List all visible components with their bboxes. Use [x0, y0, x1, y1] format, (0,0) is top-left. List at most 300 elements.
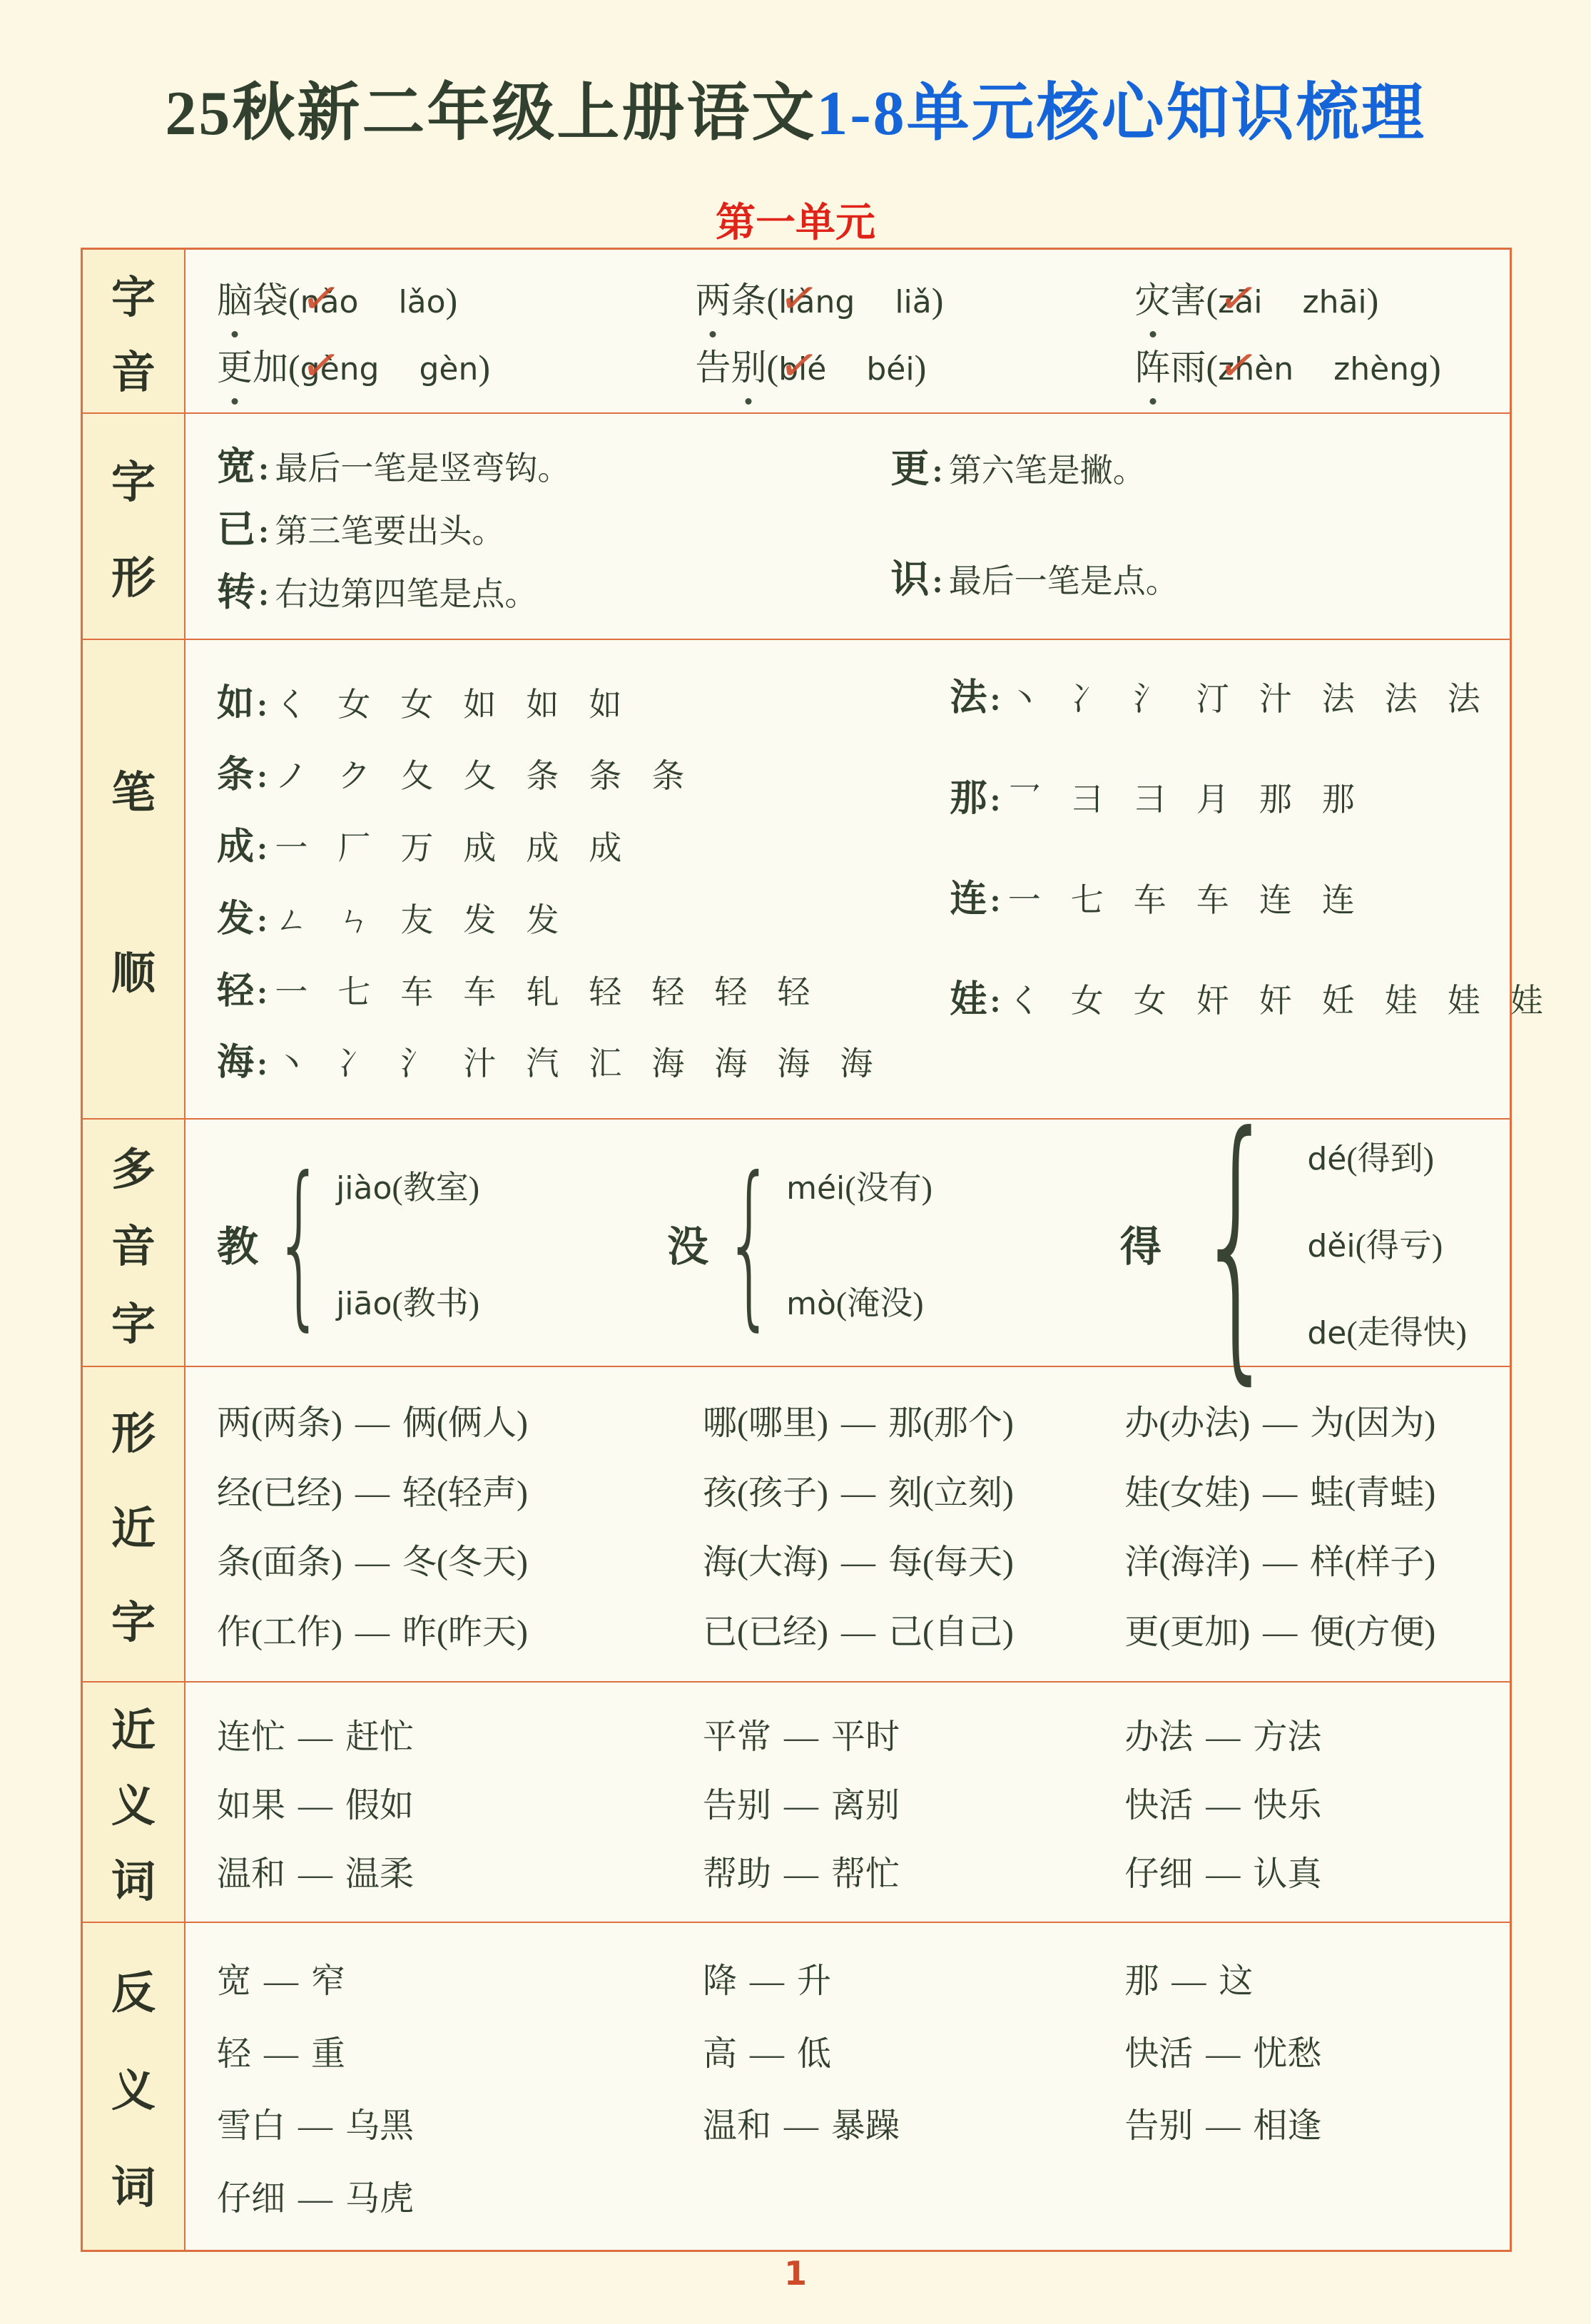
- brace-glyph: {: [273, 1138, 325, 1346]
- title-black-part: 25秋新二年级上册语文: [165, 79, 817, 148]
- label-char: 音: [111, 349, 156, 398]
- word-pair: [217, 1604, 703, 1653]
- pair-dash: —: [298, 2179, 333, 2218]
- stroke-step: 汽: [526, 1045, 559, 1082]
- pinyin-word-item: 两条(liǎng ✓ liǎ): [695, 272, 1134, 323]
- pair-dash: —: [355, 1543, 390, 1582]
- label-char: 顺: [111, 950, 156, 998]
- pair-dash: —: [1206, 1855, 1241, 1893]
- pair-row: [217, 1395, 1495, 1444]
- pair-right: 蛙(青蛙): [1310, 1473, 1436, 1512]
- pair-dash: —: [749, 2034, 784, 2073]
- pair-left: 轻: [217, 2034, 252, 2073]
- word-pair: [1124, 1777, 1495, 1827]
- pair-dash: —: [783, 2107, 818, 2146]
- pair-left: 温和: [217, 1855, 286, 1893]
- stroke-order-line: 连 : 一 七 车 车 连 连: [950, 868, 1525, 922]
- stroke-step: 发: [463, 901, 497, 938]
- hanzi-char: 别: [731, 339, 766, 390]
- stroke-step: 万: [400, 830, 434, 867]
- word-pair: [1124, 1604, 1495, 1653]
- section-content-duoyinzi: [185, 1076, 1510, 1409]
- stroke-step: 汀: [1196, 681, 1229, 717]
- pair-right: 每(每天): [888, 1543, 1014, 1582]
- pair-dash: —: [1206, 2107, 1241, 2146]
- pair-right: 样(样子): [1310, 1543, 1436, 1582]
- word-pair: [217, 1465, 703, 1514]
- brace-glyph: {: [723, 1138, 776, 1346]
- note-text: 右边第四笔是点。: [275, 576, 538, 612]
- stroke-step: 那: [1321, 781, 1355, 818]
- pair-right: 方法: [1253, 1718, 1322, 1756]
- label-char: 字: [111, 273, 156, 323]
- stroke-step: ㄣ: [337, 901, 371, 938]
- pinyin-word-item: 告别(bié ✓ béi): [695, 339, 1134, 390]
- stroke-head-char: 娃: [950, 980, 987, 1020]
- pair-dash: —: [1263, 1404, 1298, 1442]
- stroke-step: 发: [526, 901, 559, 938]
- stroke-step: 娃: [1510, 983, 1543, 1019]
- stroke-order-line: 条 : ノ ク 夂 夂 条 条 条: [217, 744, 950, 798]
- stroke-step: 女: [1133, 983, 1166, 1019]
- pinyin-option: gèn: [419, 351, 479, 388]
- stroke-step: 乛: [1007, 781, 1041, 818]
- pair-dash: —: [840, 1543, 875, 1582]
- stroke-step: 一: [275, 830, 308, 867]
- pair-dash: —: [1263, 1473, 1298, 1512]
- stroke-step: 一: [275, 973, 308, 1010]
- stroke-head-char: 条: [217, 755, 255, 796]
- pair-dash: —: [1171, 1962, 1206, 2001]
- pair-left: 办(办法): [1124, 1404, 1251, 1442]
- label-char: 近: [111, 1707, 156, 1755]
- pair-right: 赶忙: [345, 1718, 415, 1756]
- label-char: 笔: [111, 769, 156, 818]
- stroke-step: 女: [400, 686, 434, 723]
- pinyin-option: lǎo: [398, 283, 446, 320]
- stroke-order-line: 那 : 乛 彐 彐 月 那 那: [950, 768, 1525, 821]
- pair-row: [217, 1709, 1495, 1758]
- pair-left: 两(两条): [217, 1404, 342, 1442]
- stroke-order-line: 成 : 一 厂 万 成 成 成: [217, 816, 950, 870]
- pinyin-option: zāi ✓: [1218, 284, 1262, 320]
- stroke-step: 夂: [463, 758, 497, 795]
- stroke-step: 成: [526, 830, 559, 867]
- pair-left: 娃(女娃): [1124, 1473, 1251, 1512]
- pair-right: 轻(轻声): [402, 1473, 528, 1512]
- polyphone-option: mò(淹没): [786, 1284, 924, 1322]
- stroke-step: 海: [714, 1045, 748, 1082]
- pair-right: 乌黑: [345, 2107, 415, 2146]
- pair-left: 海(大海): [702, 1543, 828, 1582]
- stroke-head-char: 连: [950, 879, 987, 920]
- pair-left: 仔细: [1124, 1855, 1194, 1893]
- stroke-step: 彐: [1133, 781, 1166, 818]
- word-pair: [217, 1777, 703, 1827]
- pair-left: 温和: [702, 2107, 771, 2146]
- stroke-step: 友: [400, 901, 434, 938]
- pair-row: [217, 1604, 1495, 1653]
- word-pair: [1124, 1465, 1495, 1514]
- stroke-head-char: 如: [217, 683, 255, 724]
- polyphone-base-char: 得: [1119, 1223, 1162, 1270]
- stroke-step: ク: [337, 758, 371, 795]
- pair-row: [217, 2026, 1495, 2075]
- pair-left: 哪(哪里): [702, 1404, 828, 1442]
- pair-right: 相逢: [1253, 2107, 1322, 2146]
- pair-right: 马虎: [345, 2179, 415, 2218]
- pair-row: [217, 1465, 1495, 1514]
- stroke-order-line: 发 : ㄥ ㄣ 友 发 发: [217, 888, 950, 942]
- pinyin-option: liǎ: [895, 283, 932, 320]
- pair-dash: —: [840, 1404, 875, 1442]
- pinyin-option: gèng ✓: [300, 351, 380, 387]
- word-pair: [703, 1953, 1124, 2002]
- pair-dash: —: [783, 1787, 818, 1825]
- pair-right: 为(因为): [1310, 1404, 1436, 1442]
- word-pair: [703, 1709, 1124, 1758]
- stroke-head-char: 轻: [217, 970, 255, 1012]
- stroke-step: 娃: [1384, 983, 1418, 1019]
- pair-right: 那(那个): [888, 1404, 1014, 1442]
- pair-left: 作(工作): [217, 1613, 342, 1652]
- polyphone-option: dé(得到): [1307, 1140, 1434, 1177]
- pair-right: 离别: [830, 1787, 900, 1825]
- hanzi-char: 告: [695, 347, 731, 388]
- pair-left: 高: [702, 2034, 737, 2073]
- section-label-xingjinzi: [83, 1367, 185, 1681]
- pair-right: 重: [311, 2034, 346, 2073]
- page-title: [0, 63, 1591, 153]
- pair-left: 孩(孩子): [702, 1473, 828, 1512]
- word-pair: [217, 1709, 703, 1758]
- stroke-step: 轻: [651, 973, 685, 1010]
- word-pair: [1124, 2026, 1495, 2075]
- stroke-step: 如: [526, 686, 559, 723]
- notes-column: [217, 428, 890, 624]
- stroke-step: 氵: [400, 1045, 434, 1082]
- section-content-zixing: [185, 414, 1510, 639]
- pair-right: 温柔: [345, 1855, 415, 1893]
- title-blue-part: 1-8单元核心知识梳理: [816, 79, 1426, 148]
- stroke-step: 冫: [1070, 681, 1104, 717]
- stroke-step: 月: [1196, 781, 1229, 818]
- hanzi-char: 条: [731, 280, 767, 320]
- stroke-order-line: 娃 : く 女 女 奸 奸 妊 娃 娃 娃: [950, 969, 1525, 1023]
- pair-left: 帮助: [702, 1855, 771, 1893]
- stroke-step: 七: [1070, 882, 1104, 918]
- stroke-step: 冫: [337, 1045, 371, 1082]
- pair-dash: —: [1206, 1718, 1241, 1756]
- word-pair: [1124, 1846, 1495, 1895]
- stroke-head-char: 那: [950, 778, 987, 819]
- glyph-note: 已: 第三笔要出头。: [217, 508, 505, 551]
- pair-right: 忧愁: [1253, 2034, 1322, 2073]
- section-jinyici: [83, 1681, 1510, 1922]
- stroke-step: 女: [1070, 983, 1104, 1019]
- pair-right: 暴躁: [830, 2107, 900, 2146]
- pair-left: 仔细: [217, 2179, 286, 2218]
- hanzi-char: 雨: [1170, 347, 1206, 388]
- word-pair: [217, 1534, 703, 1583]
- stroke-head-char: 法: [950, 678, 987, 719]
- pair-dash: —: [1206, 1787, 1241, 1825]
- section-content-jinyici: [185, 1683, 1510, 1922]
- polyphone-option: de(走得快): [1307, 1314, 1467, 1351]
- pair-left: 更(更加): [1124, 1613, 1251, 1652]
- section-label-bishun: [83, 640, 185, 1118]
- pair-row: [217, 1534, 1495, 1583]
- section-fanyici: [83, 1922, 1510, 2250]
- pair-right: 假如: [345, 1787, 415, 1825]
- word-pair: [217, 1953, 703, 2002]
- hanzi-char: 害: [1170, 280, 1206, 320]
- pair-right: 这: [1219, 1962, 1254, 2001]
- stroke-step: 如: [589, 686, 622, 723]
- pair-right: 便(方便): [1310, 1613, 1436, 1652]
- pair-left: 快活: [1124, 1787, 1194, 1825]
- stroke-step: 彐: [1070, 781, 1104, 818]
- pinyin-word-item: 阵雨(zhèn ✓ zhèng): [1135, 339, 1510, 390]
- word-pair: [217, 2026, 703, 2075]
- stroke-head-char: 海: [217, 1042, 255, 1084]
- glyph-note: 宽: 最后一笔是竖弯钩。: [217, 445, 571, 488]
- knowledge-table: [81, 248, 1543, 2252]
- pair-right: 昨(昨天): [402, 1613, 528, 1652]
- stroke-step: 车: [1196, 882, 1229, 918]
- section-label-jinyici: [83, 1683, 185, 1922]
- section-content-fanyici: [185, 1923, 1510, 2250]
- label-char: 形: [111, 1410, 156, 1459]
- pair-left: 平常: [702, 1718, 771, 1756]
- hanzi-char: 袋: [253, 280, 288, 320]
- label-char: 音: [111, 1223, 156, 1272]
- polyphone-group: [217, 1138, 480, 1346]
- section-zixing: [83, 412, 1510, 639]
- pair-right: 快乐: [1253, 1787, 1322, 1825]
- stroke-order-line: 海 : 丶 冫 氵 汁 汽 汇 海 海 海 海: [217, 1032, 950, 1085]
- pair-right: 升: [796, 1962, 831, 2001]
- pair-dash: —: [783, 1855, 818, 1893]
- pair-right: 低: [796, 2034, 831, 2073]
- stroke-step: 奸: [1259, 983, 1292, 1019]
- stroke-step: 车: [400, 973, 434, 1010]
- stroke-step: 连: [1321, 882, 1355, 918]
- pair-dash: —: [1263, 1613, 1298, 1652]
- section-content-xingjinzi: [185, 1367, 1510, 1681]
- stroke-step: 车: [1133, 882, 1166, 918]
- stroke-order-line: 轻 : 一 七 车 车 轧 轻 轻 轻 轻: [217, 960, 950, 1014]
- pair-row: [217, 1846, 1495, 1895]
- stroke-step: 海: [777, 1045, 810, 1082]
- stroke-step: 轻: [714, 973, 748, 1010]
- label-char: 词: [111, 2164, 156, 2213]
- stroke-step: 法: [1384, 681, 1418, 717]
- hanzi-char: 加: [253, 347, 288, 388]
- section-xingjinzi: [83, 1366, 1510, 1681]
- pair-left: 快活: [1124, 2034, 1194, 2073]
- label-char: 形: [111, 554, 156, 604]
- stroke-step: 汇: [589, 1045, 622, 1082]
- label-char: 近: [111, 1504, 156, 1553]
- notes-column: [890, 428, 1488, 624]
- word-pair: [703, 2098, 1124, 2147]
- word-pair: [1124, 1953, 1495, 2002]
- note-text: 第六笔是撇。: [948, 452, 1146, 489]
- polyphone-base-char: 没: [667, 1223, 709, 1270]
- hanzi-char: 两: [695, 272, 731, 323]
- word-pair: [1124, 1709, 1495, 1758]
- word-pair: [703, 1465, 1124, 1514]
- polyphone-group: [1119, 1076, 1467, 1409]
- pair-dash: —: [298, 2107, 333, 2146]
- label-char: 字: [111, 458, 156, 507]
- stroke-column: [217, 654, 950, 1104]
- word-pair: [703, 2026, 1124, 2075]
- stroke-step: 连: [1259, 882, 1292, 918]
- word-pair: [703, 1534, 1124, 1583]
- word-pair: [217, 2171, 703, 2220]
- pinyin-option: zhāi: [1302, 283, 1367, 320]
- pair-left: 降: [702, 1962, 737, 2001]
- section-label-ziyin: [83, 250, 185, 412]
- stroke-step: 条: [589, 758, 622, 795]
- pair-left: 宽: [217, 1962, 252, 2001]
- pair-left: 已(已经): [702, 1613, 828, 1652]
- hanzi-char: 脑: [217, 272, 253, 323]
- pinyin-word-item: 更加(gèng ✓ gèn): [217, 339, 695, 390]
- word-pair: [217, 1395, 703, 1444]
- hanzi-char: 灾: [1135, 272, 1171, 323]
- pair-row: [217, 2098, 1495, 2147]
- stroke-step: く: [275, 686, 308, 723]
- word-pair: [1124, 1395, 1495, 1444]
- pair-dash: —: [355, 1404, 390, 1442]
- pinyin-option: liǎng ✓: [778, 284, 855, 320]
- pair-right: 认真: [1253, 1855, 1322, 1893]
- pair-left: 连忙: [217, 1718, 286, 1756]
- stroke-step: 条: [526, 758, 559, 795]
- stroke-step: 夂: [400, 758, 434, 795]
- stroke-step: ㄥ: [275, 901, 308, 938]
- section-duoyinzi: [83, 1076, 1510, 1409]
- unit-subtitle: 第一单元: [716, 201, 875, 245]
- stroke-step: 一: [1007, 882, 1041, 918]
- note-head-char: 转: [217, 571, 255, 614]
- word-pair: [703, 1395, 1124, 1444]
- section-content-bishun: [185, 640, 1547, 1118]
- pair-dash: —: [1263, 1543, 1298, 1582]
- stroke-step: 法: [1321, 681, 1355, 717]
- pair-left: 条(面条): [217, 1543, 342, 1582]
- pinyin-word-item: 灾害(zāi ✓ zhāi): [1135, 272, 1510, 323]
- word-pair: [1124, 2098, 1495, 2147]
- stroke-step: ノ: [275, 758, 308, 795]
- section-label-duoyinzi: [83, 1120, 185, 1366]
- pinyin-option: bié ✓: [778, 351, 826, 387]
- word-pair: [703, 1777, 1124, 1827]
- pair-right: 平时: [830, 1718, 900, 1756]
- hanzi-char: 更: [217, 339, 253, 390]
- stroke-step: 汁: [463, 1045, 497, 1082]
- stroke-step: 汁: [1259, 681, 1292, 717]
- stroke-step: 轻: [589, 973, 622, 1010]
- polyphone-group: [667, 1138, 932, 1346]
- stroke-step: 娃: [1447, 983, 1480, 1019]
- glyph-note: 识: 最后一笔是点。: [890, 558, 1179, 601]
- note-head-char: 已: [217, 508, 255, 551]
- glyph-note: 更: 第六笔是撇。: [890, 447, 1146, 490]
- pair-dash: —: [840, 1473, 875, 1512]
- note-text: 最后一笔是点。: [948, 563, 1179, 599]
- label-char: 字: [111, 1598, 156, 1648]
- stroke-step: 车: [463, 973, 497, 1010]
- note-text: 第三笔要出头。: [275, 513, 505, 549]
- pinyin-option: zhèn ✓: [1218, 351, 1293, 387]
- label-char: 词: [111, 1858, 156, 1907]
- pinyin-option: béi: [866, 351, 915, 388]
- label-char: 多: [111, 1145, 156, 1194]
- pair-left: 雪白: [217, 2107, 286, 2146]
- pair-right: 己(自己): [888, 1613, 1014, 1652]
- stroke-step: 条: [651, 758, 685, 795]
- stroke-step: 奸: [1196, 983, 1229, 1019]
- pair-dash: —: [298, 1787, 333, 1825]
- pair-row: [217, 1953, 1495, 2002]
- stroke-step: 那: [1259, 781, 1292, 818]
- pair-dash: —: [783, 1718, 818, 1756]
- pair-row: [217, 1777, 1495, 1827]
- stroke-step: 女: [337, 686, 371, 723]
- glyph-note: 转: 右边第四笔是点。: [217, 571, 538, 614]
- polyphone-option: jiào(教室): [336, 1169, 480, 1207]
- polyphone-option: děi(得亏): [1307, 1227, 1443, 1264]
- stroke-order-line: 如 : く 女 女 如 如 如: [217, 673, 950, 726]
- stroke-step: 厂: [337, 830, 371, 867]
- stroke-step: 海: [840, 1045, 873, 1082]
- pair-dash: —: [749, 1962, 784, 2001]
- polyphone-base-char: 教: [217, 1223, 259, 1270]
- word-pair: [1124, 1534, 1495, 1583]
- pair-right: 窄: [311, 1962, 346, 2001]
- label-char: 字: [111, 1300, 156, 1349]
- word-pair: [703, 1846, 1124, 1895]
- label-char: 反: [111, 1969, 156, 2018]
- section-label-zixing: [83, 414, 185, 639]
- note-head-char: 识: [890, 558, 930, 601]
- pair-dash: —: [298, 1718, 333, 1756]
- stroke-step: 法: [1447, 681, 1480, 717]
- section-content-ziyin: [185, 250, 1510, 412]
- pair-dash: —: [355, 1613, 390, 1652]
- pair-right: 冬(冬天): [402, 1543, 528, 1582]
- pair-left: 如果: [217, 1787, 286, 1825]
- pair-left: 洋(海洋): [1124, 1543, 1251, 1582]
- pair-left: 告别: [1124, 2107, 1194, 2146]
- word-pair: [703, 1604, 1124, 1653]
- pinyin-option: zhèng: [1333, 351, 1429, 388]
- stroke-order-line: 法 : 丶 冫 氵 汀 汁 法 法 法: [950, 667, 1525, 721]
- stroke-step: 如: [463, 686, 497, 723]
- stroke-step: 丶: [1007, 681, 1041, 717]
- section-ziyin: [83, 250, 1510, 412]
- stroke-column: [950, 654, 1543, 1104]
- pair-row: [217, 2171, 1495, 2220]
- stroke-step: 海: [651, 1045, 685, 1082]
- brace-glyph: {: [1195, 1076, 1278, 1409]
- note-head-char: 宽: [217, 445, 255, 488]
- stroke-step: 轧: [526, 973, 559, 1010]
